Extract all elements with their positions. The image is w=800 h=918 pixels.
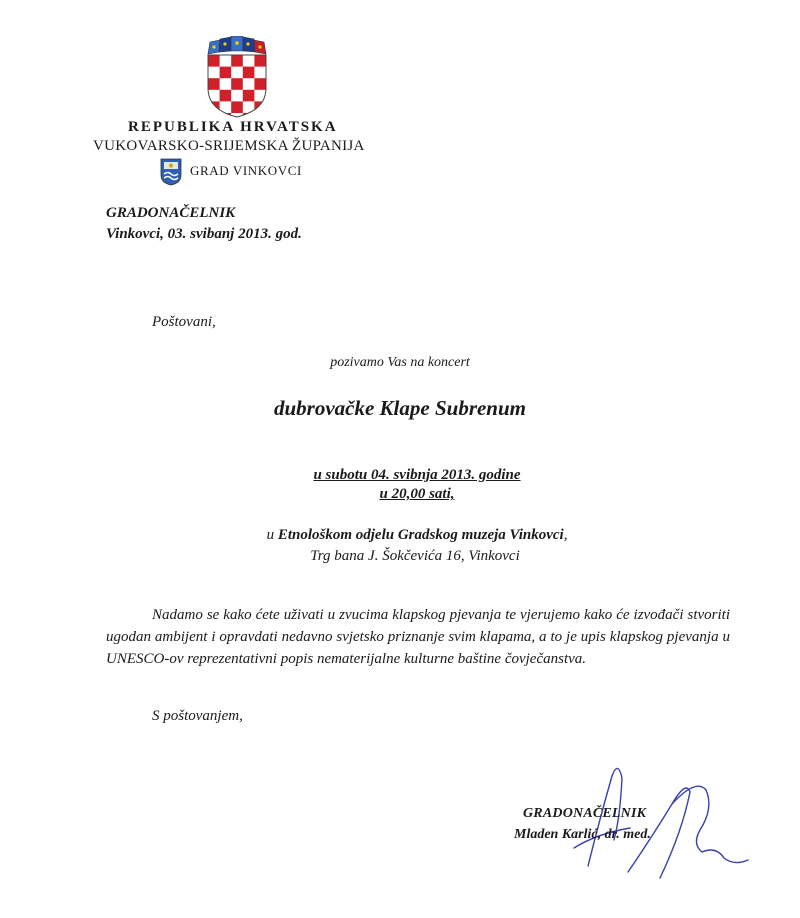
venue-name: Etnološkom odjelu Gradskog muzeja Vinkovci xyxy=(277,527,564,543)
concert-title: dubrovačke Klape Subrenum xyxy=(273,396,527,420)
signature-title: GRADONAČELNIK xyxy=(523,806,647,821)
letterhead-county: VUKOVARSKO-SRIJEMSKA ŽUPANIJA xyxy=(93,138,365,154)
letterhead-city: GRAD VINKOVCI xyxy=(190,163,302,178)
event-date: u subotu 04. svibnja 2013. godine xyxy=(313,467,521,483)
header-office: GRADONAČELNIK xyxy=(106,205,236,221)
vinkovci-crest-icon xyxy=(160,158,182,186)
event-time: u 20,00 sati, xyxy=(379,486,455,502)
letterhead-country: REPUBLIKA HRVATSKA xyxy=(128,119,338,135)
event-address: Trg bana J. Šokčevića 16, Vinkovci xyxy=(310,548,520,564)
body-paragraph: Nadamo se kako ćete uživati u zvucima klapskog pjevanja te vjerujemo kako će izvođači stvoriti ugodan ambijent i opravdati nedavno svjetsko priznanje svim klapama, a to je upis klapskog pjevanja u UNESCO-ov reprezentativni popis nematerijalne kulturne baštine čovječanstva. xyxy=(106,607,730,667)
invitation-line: pozivamo Vas na koncert xyxy=(330,355,470,370)
croatian-coat-of-arms-icon xyxy=(204,36,270,118)
event-venue: u Etnološkom odjelu Gradskog muzeja Vinkovci, xyxy=(266,527,568,543)
header-dateline: Vinkovci, 03. svibanj 2013. god. xyxy=(106,226,302,242)
closing: S poštovanjem, xyxy=(152,708,243,724)
signature-name: Mladen Karlić, dr. med. xyxy=(514,827,651,842)
greeting: Poštovani, xyxy=(152,314,216,330)
